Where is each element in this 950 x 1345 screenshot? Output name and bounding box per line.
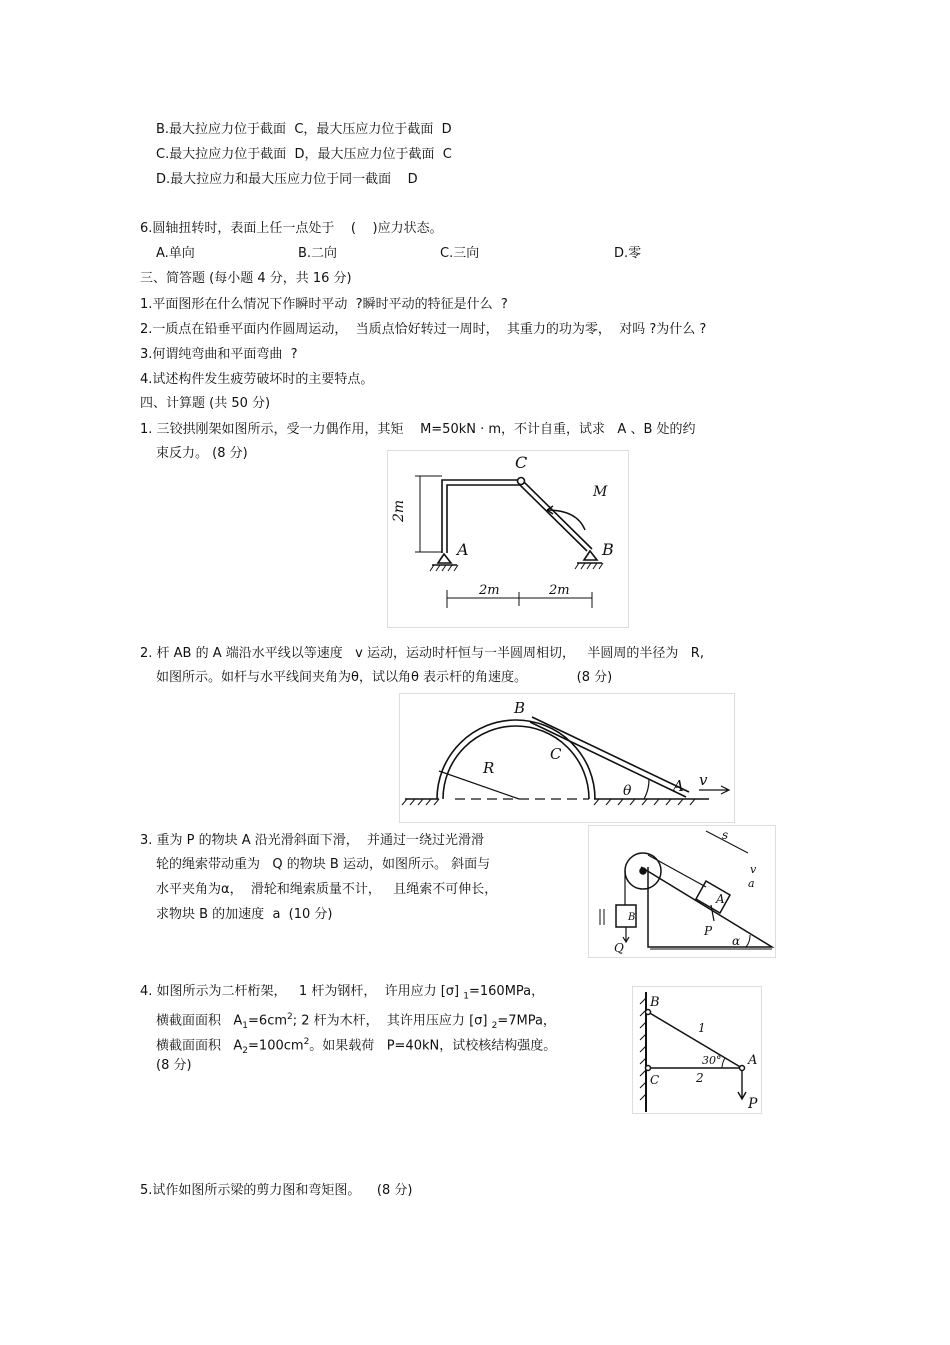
p1-line1: 1. 三铰拱刚架如图所示，受一力偶作用，其矩 M=50kN · m，不计自重，试求 A 、B 处的约: [140, 422, 696, 437]
fig1-height-label: 2m: [391, 499, 407, 522]
fig2-label-c: C: [550, 745, 562, 763]
fig4-label-p: P: [748, 1096, 758, 1112]
fig4-label-c: C: [650, 1073, 660, 1087]
fig1-label-a: A: [457, 540, 469, 559]
fig4-label-bar2: 2: [696, 1071, 704, 1085]
option-c: C.最大拉应力位于截面 D，最大压应力位于截面 C: [156, 147, 452, 162]
fig2-label-r: R: [483, 759, 495, 777]
fig3-label-v: v: [750, 863, 757, 876]
fig1-label-b: B: [602, 540, 614, 559]
p2-line2: 如图所示。如杆与水平线间夹角为θ，试以角θ 表示杆的角速度。 (8 分): [156, 670, 613, 685]
p2-line1: 2. 杆 AB 的 A 端沿水平线以等速度 v 运动，运动时杆恒与一半圆周相切， 半圆周的半径为 R,: [140, 646, 704, 661]
fig2-label-theta: θ: [623, 783, 632, 799]
fig4-label-a: A: [748, 1053, 758, 1068]
section3-title: 三、简答题 (每小题 4 分，共 16 分): [140, 271, 352, 286]
q6-option-b: B.二向: [298, 246, 338, 261]
fig3-label-a-acc: a: [748, 877, 755, 890]
fig3-label-q: Q: [614, 941, 624, 955]
figure-incline-pulley: [588, 825, 776, 958]
section4-title: 四、计算题 (共 50 分): [140, 396, 271, 411]
fig4-label-bar1: 1: [698, 1021, 706, 1035]
figure-rod-semicircle: [399, 693, 735, 823]
q6-option-d: D.零: [614, 246, 642, 261]
figure-three-hinged-frame: [387, 450, 629, 628]
section3-item-4: 4.试述构件发生疲劳破坏时的主要特点。: [140, 372, 374, 387]
p3-line2: 轮的绳索带动重为 Q 的物块 B 运动，如图所示。 斜面与: [156, 857, 491, 872]
fig2-label-a: A: [673, 777, 684, 795]
q6-option-c: C.三向: [440, 246, 480, 261]
option-b: B.最大拉应力位于截面 C，最大压应力位于截面 D: [156, 122, 452, 137]
section3-item-3: 3.何谓纯弯曲和平面弯曲 ?: [140, 347, 298, 362]
option-d: D.最大拉应力和最大压应力位于同一截面 D: [156, 172, 418, 187]
fig2-label-v: v: [699, 771, 708, 789]
q6-option-a: A.单向: [156, 246, 195, 261]
fig1-width-label-2: 2m: [549, 583, 570, 598]
fig3-label-p: P: [704, 924, 713, 938]
section3-item-1: 1.平面图形在什么情况下作瞬时平动 ?瞬时平动的特征是什么 ?: [140, 297, 508, 312]
p4-line4: (8 分): [156, 1058, 192, 1073]
fig3-label-a-block: A: [716, 892, 725, 906]
fig3-label-b-block: B: [628, 912, 636, 923]
fig1-label-c: C: [515, 453, 528, 472]
p5-line: 5.试作如图所示梁的剪力图和弯矩图。 (8 分): [140, 1183, 413, 1198]
fig4-label-angle: 30°: [702, 1054, 722, 1067]
p3-line3: 水平夹角为α， 滑轮和绳索质量不计， 且绳索不可伸长，: [156, 882, 498, 897]
p3-line4: 求物块 B 的加速度 a (10 分): [156, 907, 333, 922]
figure-two-bar-truss: [632, 986, 762, 1114]
section3-item-2: 2.一质点在铅垂平面内作圆周运动， 当质点恰好转过一周时， 其重力的功为零， 对吗 ?为什么 ?: [140, 322, 707, 337]
p3-line1: 3. 重为 P 的物块 A 沿光滑斜面下滑， 并通过一绕过光滑滑: [140, 833, 485, 848]
p4-line1: 4. 如图所示为二杆桁架， 1 杆为钢杆， 许用应力 [σ] $_1$=160MPa，: [140, 984, 545, 1002]
p4-line3: 横截面面积 $A_2=100cm^2$。如果载荷 P=40kN，试校核结构强度。: [156, 1037, 557, 1056]
q6-stem: 6.圆轴扭转时，表面上任一点处于 ( )应力状态。: [140, 221, 443, 236]
fig3-label-alpha: α: [732, 934, 741, 948]
fig3-label-s: s: [722, 828, 729, 842]
p1-line2: 束反力。 (8 分): [156, 446, 248, 461]
fig2-label-b: B: [514, 699, 526, 717]
p4-line2: 横截面面积 $A_1=6cm^2$; 2 杆为木杆， 其许用压应力 [σ] $_2$=7MPa，: [156, 1012, 556, 1031]
fig1-width-label-1: 2m: [479, 583, 500, 598]
fig4-label-b: B: [650, 995, 660, 1010]
fig1-label-m: M: [593, 484, 608, 500]
